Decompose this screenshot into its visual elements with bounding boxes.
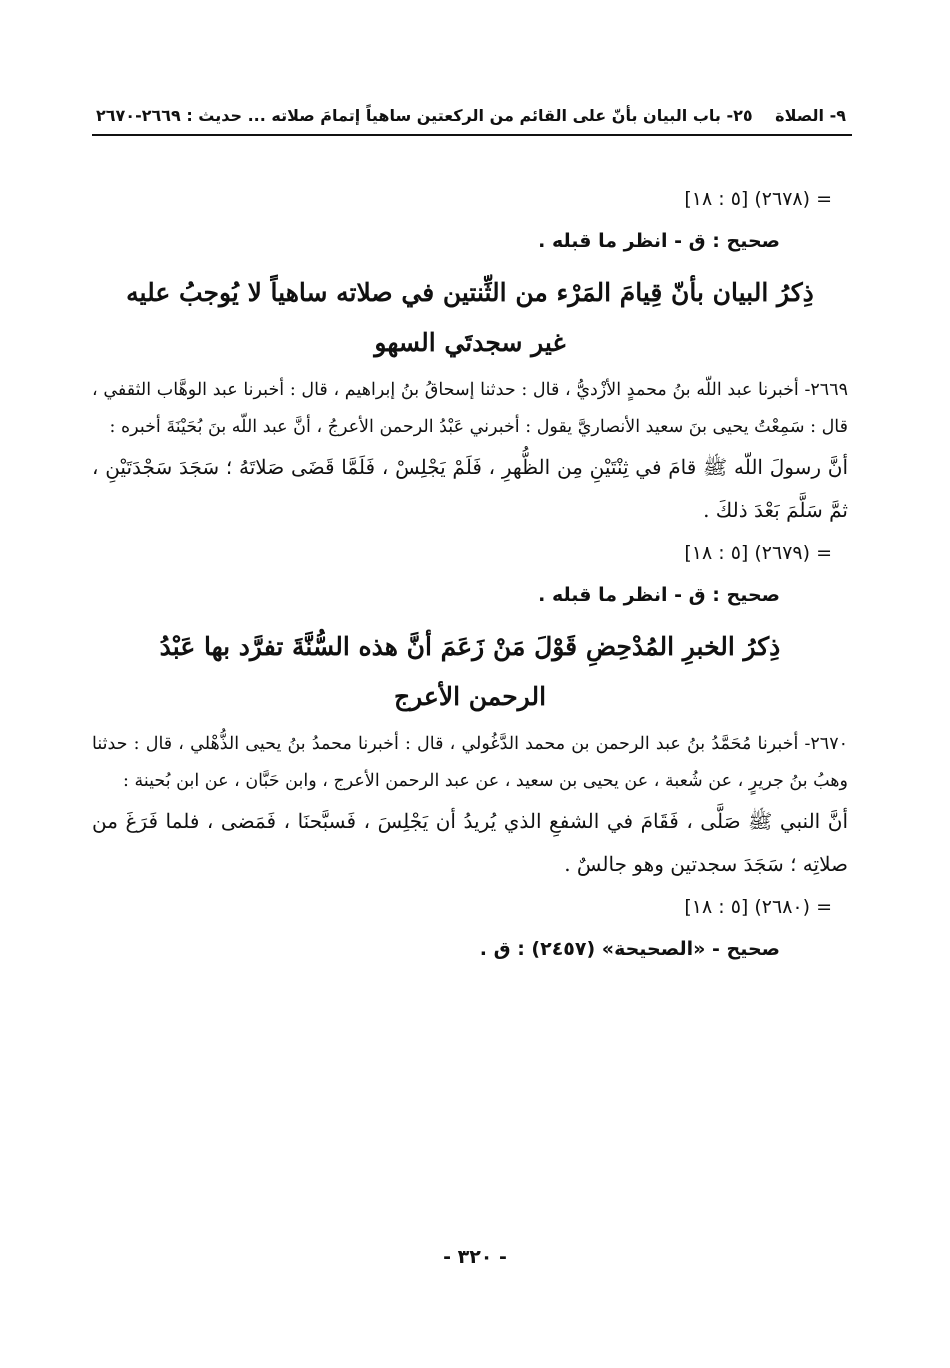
chapter-heading: ذِكرُ الخبرِ المُدْحِضِ قَوْلَ مَنْ زَعَمَ أنَّ هذه السُّنَّةَ تفرَّد بها عَبْدُ الرحمن الأعرج — [159, 632, 781, 711]
header-chapter-title: ٢٥- باب البيان بأنّ على القائم من الركعتين ساهياً إتمامَ صلاته ... حديث : ٢٦٦٩-٢٦٧٠ — [96, 106, 753, 125]
cross-reference: = (٢٦٧٨) [٥ : ١٨] — [684, 188, 832, 210]
running-header — [92, 98, 852, 136]
hadith-grade: صحيح - «الصحيحة» (٢٤٥٧) : ق . — [479, 938, 780, 960]
hadith-grade: صحيح : ق - انظر ما قبله . — [538, 584, 780, 606]
cross-reference: = (٢٦٧٩) [٥ : ١٨] — [684, 542, 832, 564]
cross-reference: = (٢٦٨٠) [٥ : ١٨] — [684, 896, 832, 918]
hadith-isnad: ٢٦٧٠- أخبرنا مُحَمَّدُ بنُ عبد الرحمن بن محمد الدَّغُولي ، قال : أخبرنا محمدُ بنُ يحيى الذُّهْلي ، قال : حدثنا وهبُ بنُ جريرٍ ، عن شُعبة ، عن يحيى بن سعيد ، عن عبد الرحمن الأعرج ، وابن حَبَّان ، عن ابن بُحينة : — [92, 734, 848, 791]
header-book-section: ٩- الصلاة — [775, 106, 846, 125]
page-number: - ٣٢٠ - — [443, 1246, 507, 1268]
page-body — [92, 178, 848, 970]
hadith-grade: صحيح : ق - انظر ما قبله . — [538, 230, 780, 252]
hadith-matn: أنَّ رسولَ اللّه ﷺ قامَ في ثِنْتَيْنِ مِن الظُّهرِ ، فَلَمْ يَجْلِسْ ، فَلَمَّا قَضَى صَلاتَهُ ؛ سَجَدَ سَجْدَتَيْنِ ، ثمَّ سَلَّمَ بَعْدَ ذلكَ . — [92, 455, 848, 522]
chapter-heading: ذِكرُ البيان بأنّ قِيامَ المَرْء من الثِّنتين في صلاته ساهياً لا يُوجبُ عليه غير سجدتَي السهو — [126, 278, 814, 357]
hadith-matn: أنَّ النبي ﷺ صَلَّى ، فَقَامَ في الشفعِ الذي يُريدُ أن يَجْلِسَ ، فَسبَّحنَا ، فَمَضى ، فلما فَرَغَ من صلاتِه ؛ سَجَدَ سجدتين وهو جالسٌ . — [92, 809, 848, 876]
hadith-isnad: ٢٦٦٩- أخبرنا عبد اللّه بنُ محمدٍ الأزْديُّ ، قال : حدثنا إسحاقُ بنُ إبراهيم ، قال : أخبرنا عبد الوهَّاب الثقفي ، قال : سَمِعْتُ يحيى بنَ سعيد الأنصاريَّ يقول : أخبرني عَبْدُ الرحمن الأعرجُ ، أنَّ عبد اللّه بنَ بُحَيْنَةَ أخبره : — [92, 380, 848, 437]
